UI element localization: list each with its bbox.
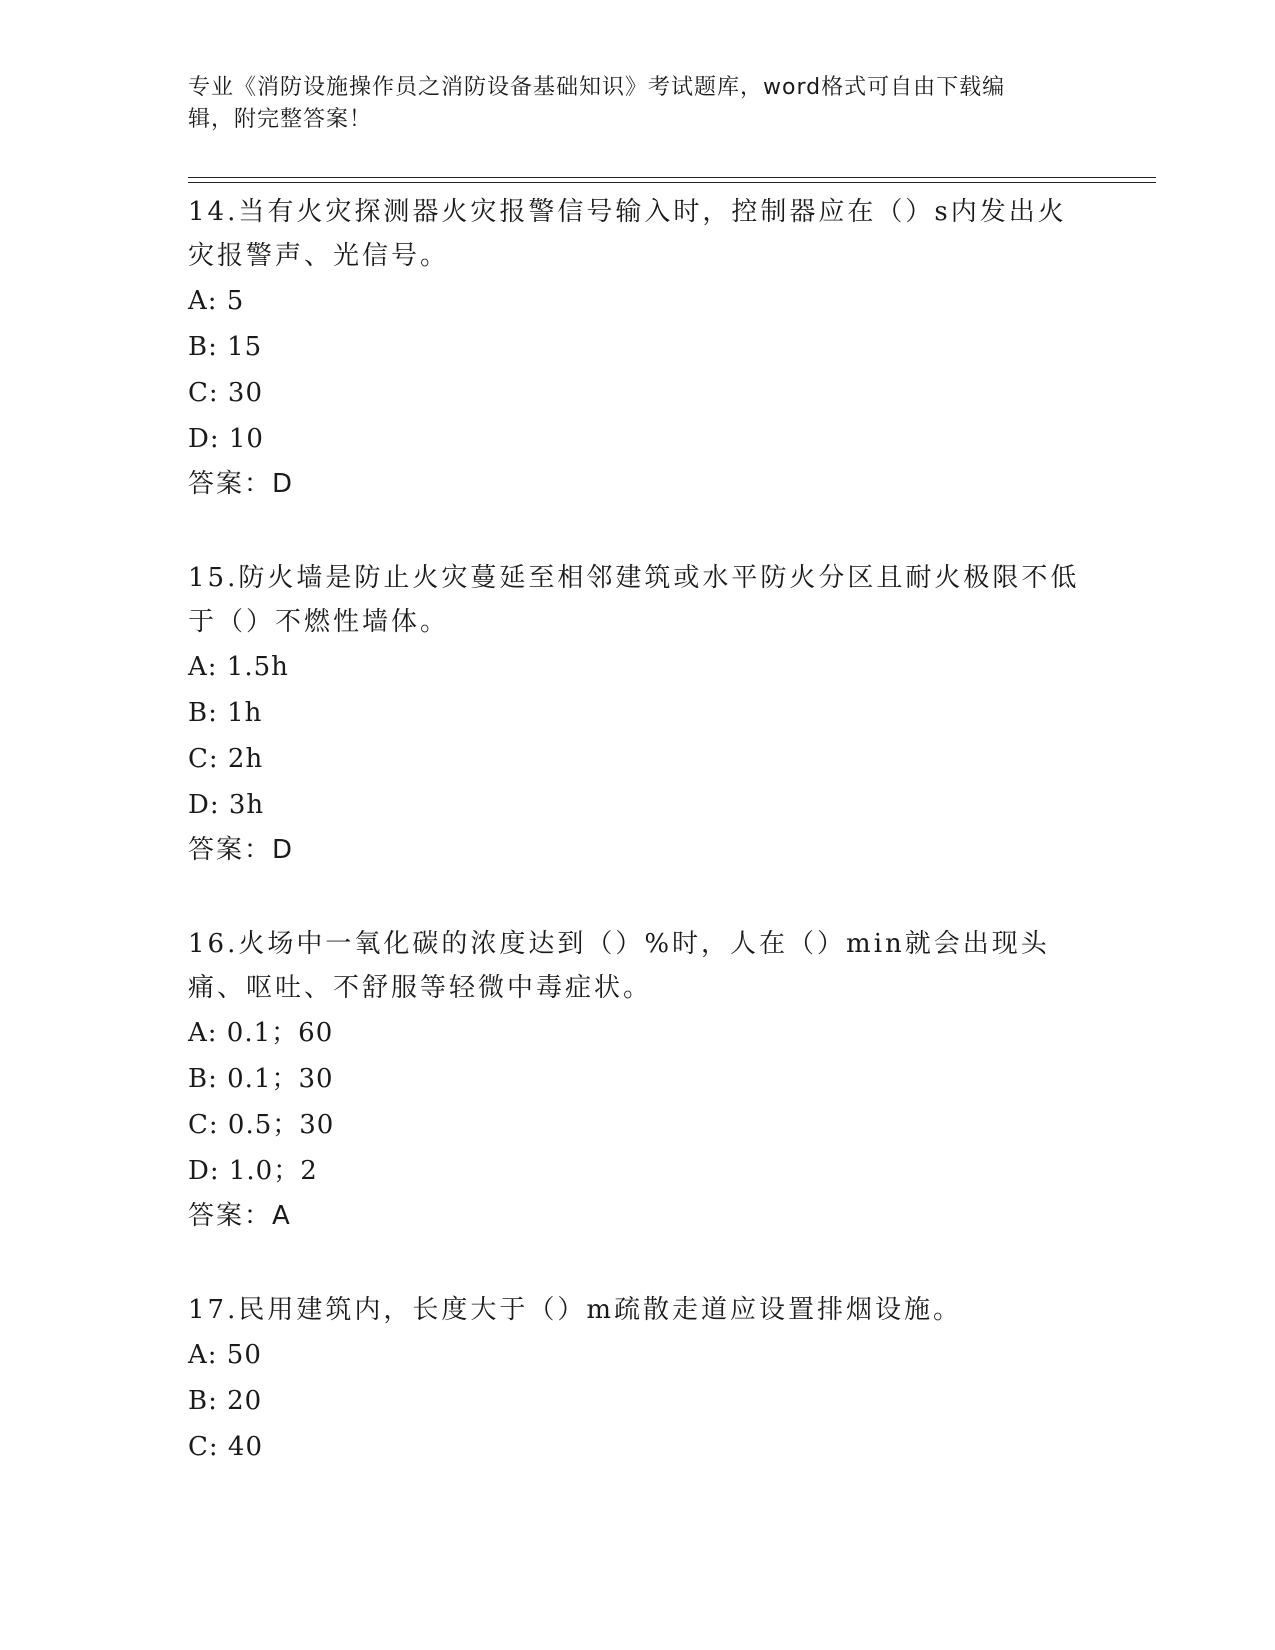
question-stem: 16.火场中一氧化碳的浓度达到（）%时，人在（）min就会出现头痛、呕吐、不舒服等轻微中毒症状。 [188,929,1050,1003]
question-stem: 14.当有火灾探测器火灾报警信号输入时，控制器应在（）s内发出火灾报警声、光信号。 [188,197,1067,271]
option-a: A: 0.1；60 [188,1018,334,1048]
option-c: C: 2h [188,744,264,774]
option-a: A: 50 [188,1340,262,1370]
option-a: A: 5 [188,286,245,316]
header-divider-top [188,177,1156,178]
option-d: D: 10 [188,424,264,454]
header-line-2: 辑，附完整答案！ [188,107,373,132]
option-d: D: 3h [188,790,265,820]
question-block [188,922,1088,1238]
option-a: A: 1.5h [188,652,289,682]
document-header [188,72,1088,136]
question-block [188,190,1088,506]
option-c: C: 40 [188,1432,264,1462]
option-b: B: 1h [188,698,263,728]
option-c: C: 0.5；30 [188,1110,335,1140]
header-line-1: 专业《消防设施操作员之消防设备基础知识》考试题库，word格式可自由下载编 [188,75,1006,100]
answer-line: 答案：D [188,835,295,865]
option-d: D: 1.0；2 [188,1156,318,1186]
answer-line: 答案：D [188,469,295,499]
header-divider-bottom [188,182,1156,183]
option-b: B: 20 [188,1386,263,1416]
question-block [188,1288,1088,1470]
question-stem: 15.防火墙是防止火灾蔓延至相邻建筑或水平防火分区且耐火极限不低于（）不燃性墙体。 [188,563,1080,637]
option-b: B: 0.1；30 [188,1064,334,1094]
question-stem: 17.民用建筑内，长度大于（）m疏散走道应设置排烟设施。 [188,1295,963,1325]
option-b: B: 15 [188,332,263,362]
option-c: C: 30 [188,378,264,408]
answer-line: 答案：A [188,1201,292,1231]
question-block [188,556,1088,872]
